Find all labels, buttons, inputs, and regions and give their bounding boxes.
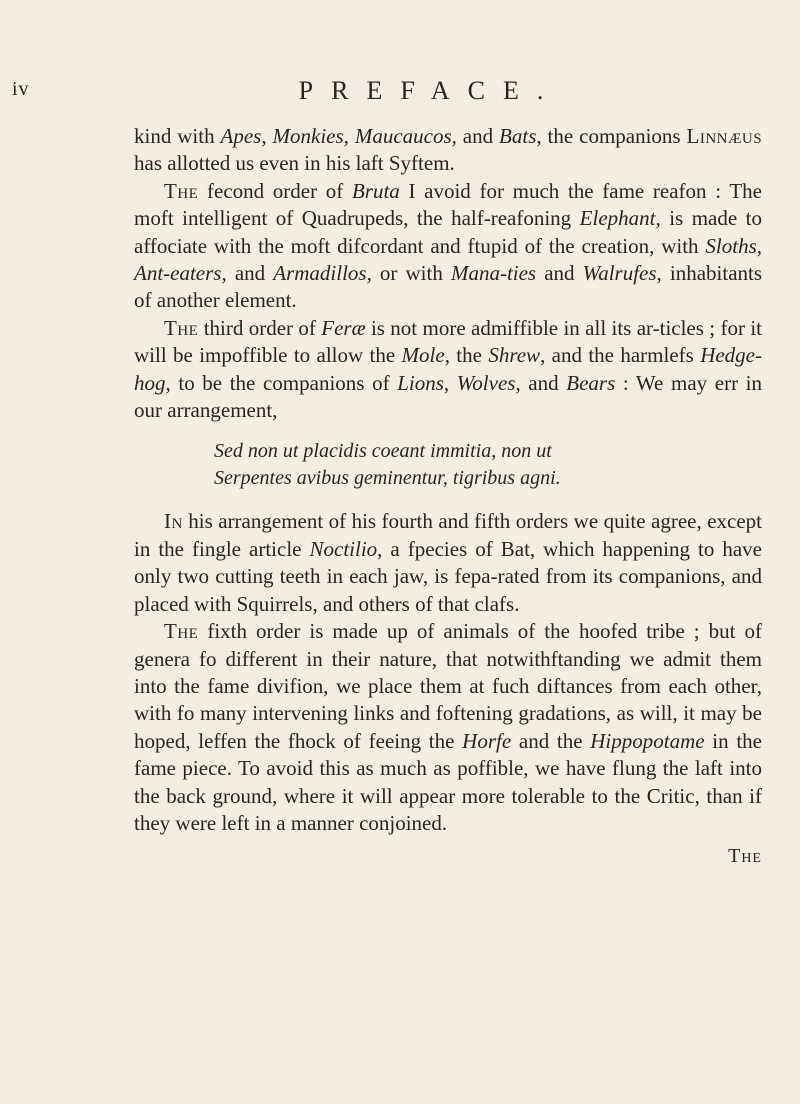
paragraph-3: The third order of Feræ is not more admiffible in all its ar-ticles ; for it will be impoffible to allow the Mole, the Shrew, and the harmlefs Hedge-hog, to be the companions of Lions, Wolves, and Bears : We may err in our arrangement, bbox=[134, 315, 763, 423]
catchword: The bbox=[728, 845, 762, 868]
paragraph-5: The fixth order is made up of animals of the hoofed tribe ; but of genera fo different in their nature, that notwithftanding we admit them into the fame divifion, we place them at fuch diftances from each other, with fo many intervening links and foftening gradations, as will, it may be hoped, leffen the fhock of feeing the Horfe and the Hippopotame in the fame piece. To avoid this as much as poffible, we have flung the laft into the back ground, where it will appear more tolerable to the Critic, than if they were left in a manner conjoined. bbox=[134, 619, 762, 835]
latin-verse bbox=[214, 438, 762, 492]
verse-line-2: Serpentes avibus geminentur, tigribus agni. bbox=[214, 467, 561, 490]
running-head: PREFACE. bbox=[298, 76, 562, 105]
paragraph-4: In his arrangement of his fourth and fifth orders we quite agree, except in the fingle article Noctilio, a fpecies of Bat, which happening to have only two cutting teeth in each jaw, is fepa-rated from its companions, and placed with Squirrels, and others of that clafs. bbox=[134, 509, 762, 616]
paragraph-2: The fecond order of Bruta I avoid for much the fame reafon : The moft intelligent of Quadrupeds, the half-reafoning Elephant, is made to affociate with the moft difcordant and ftupid of the creation, with Sloths, Ant-eaters, and Armadillos, or with Mana-ties and Walrufes, inhabitants of another element. bbox=[134, 178, 763, 313]
paragraph-1: kind with Apes, Monkies, Maucaucos, and Bats, the companions Linnæus has allotted us even in his laft Syftem. bbox=[134, 124, 763, 176]
page-number: iv bbox=[12, 78, 30, 100]
verse-line-1: Sed non ut placidis coeant immitia, non ut bbox=[214, 440, 552, 463]
body-text bbox=[134, 123, 762, 871]
